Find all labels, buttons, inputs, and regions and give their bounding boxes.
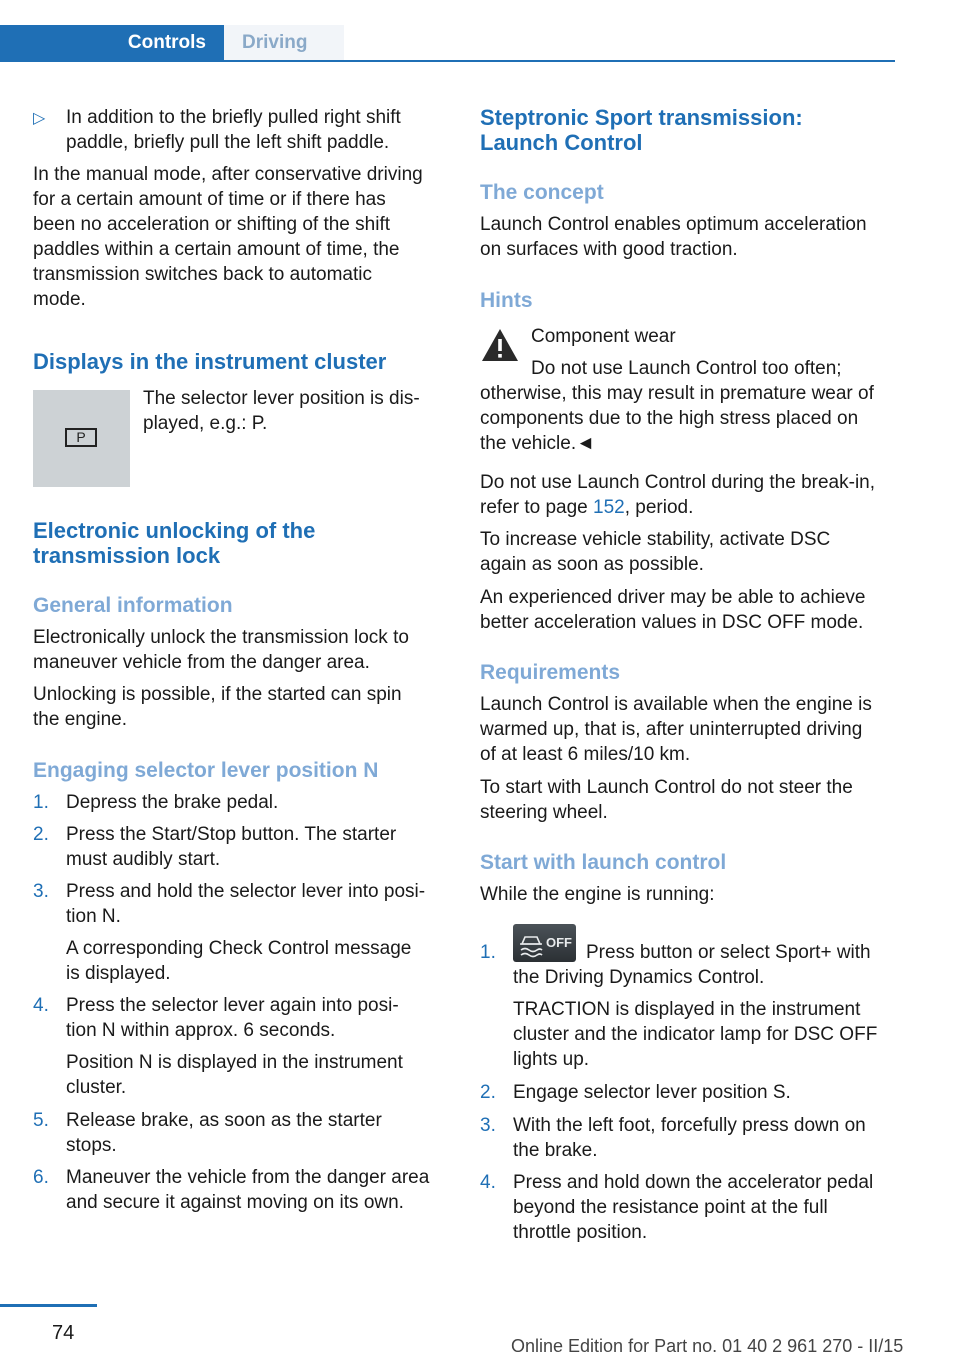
- text-line: Press the Start/Stop button. The starter: [66, 824, 397, 845]
- text-line: TRACTION is displayed in the instrument: [513, 999, 861, 1020]
- step-number: 1.: [480, 942, 496, 963]
- text-line: Maneuver the vehicle from the danger area: [66, 1167, 430, 1188]
- text-line: on surfaces with good traction.: [480, 239, 738, 260]
- stability-paragraph: [480, 527, 830, 577]
- text-line: To increase vehicle stability, activate DSC: [480, 529, 831, 550]
- text-line: transmission switches back to automatic: [33, 264, 372, 285]
- start-launch-heading: Start with launch control: [480, 851, 727, 874]
- selector-p-icon: P: [65, 428, 97, 447]
- text-line: An experienced driver may be able to achieve: [480, 587, 866, 608]
- text-line: beyond the resistance point at the full: [513, 1197, 828, 1218]
- edition-note: Online Edition for Part no. 01 40 2 961 270 - II/15: [511, 1336, 904, 1356]
- general-info-heading: General information: [33, 594, 233, 617]
- text-line: otherwise, this may result in premature wear of: [480, 383, 874, 404]
- step-number: 2.: [480, 1082, 496, 1103]
- text-line: better acceleration values in DSC OFF mode.: [480, 612, 864, 633]
- manual-mode-paragraph: [33, 162, 423, 312]
- start-paragraph: While the engine is running:: [480, 884, 715, 905]
- tab-driving[interactable]: Driving: [224, 25, 344, 60]
- dsc-off-button-icon: [513, 924, 576, 962]
- text-line: Position N is displayed in the instrument: [66, 1052, 403, 1073]
- text-line: Release brake, as soon as the starter: [66, 1110, 382, 1131]
- text-line: tion N.: [66, 906, 121, 927]
- heading-line: transmission lock: [33, 543, 221, 568]
- step-number: 5.: [33, 1110, 49, 1131]
- heading-line: Electronic unlocking of the: [33, 518, 316, 543]
- text-line: paddles within a certain amount of time, the: [33, 239, 400, 260]
- displays-heading: Displays in the instrument cluster: [33, 349, 387, 374]
- text-line: Press and hold the selector lever into posi‐: [66, 881, 426, 902]
- hints-heading: Hints: [480, 289, 533, 312]
- unlocking-heading: [33, 518, 315, 568]
- step-item: [33, 790, 445, 815]
- heading-line: Steptronic Sport transmission:: [480, 105, 803, 130]
- text-line: cluster and the indicator lamp for DSC OFF: [513, 1024, 878, 1045]
- text-line: lights up.: [513, 1049, 590, 1070]
- bullet-marker: ▷: [33, 110, 46, 127]
- header-divider: [0, 60, 895, 62]
- step-item: [33, 1165, 453, 1215]
- text-line: and secure it against moving on its own.: [66, 1192, 404, 1213]
- text-line: Do not use Launch Control during the break-in,: [480, 472, 876, 493]
- step-item: [33, 822, 445, 872]
- text-line: Press the selector lever again into posi‐: [66, 995, 399, 1016]
- step-item: [33, 1108, 445, 1158]
- footer-divider: [0, 1304, 97, 1307]
- page-number: 74: [52, 1322, 75, 1344]
- text-fragment: refer to page: [480, 497, 594, 518]
- text-line: Press button or select Sport+ with: [586, 942, 871, 963]
- bullet-item: [33, 105, 445, 155]
- step-number: 4.: [33, 995, 49, 1016]
- text-line: cluster.: [66, 1077, 127, 1098]
- text-line: Press and hold down the accelerator pedal: [513, 1172, 874, 1193]
- heading-line: Launch Control: [480, 130, 643, 155]
- text-line: the engine.: [33, 709, 128, 730]
- text-line: [480, 495, 900, 520]
- text-line: Launch Control is available when the engine is: [480, 694, 872, 715]
- step-item: [33, 993, 445, 1100]
- text-line: for a certain amount of time or if there has: [33, 189, 386, 210]
- step-number: 6.: [33, 1167, 49, 1188]
- engaging-heading: Engaging selector lever position N: [33, 759, 379, 782]
- text-line: of at least 6 miles/10 km.: [480, 744, 691, 765]
- text-line: steering wheel.: [480, 802, 608, 823]
- step-number: 3.: [33, 881, 49, 902]
- text-line: the Driving Dynamics Control.: [513, 967, 765, 988]
- text-line: Unlocking is possible, if the started can spin: [33, 684, 402, 705]
- text-line: In addition to the briefly pulled right shift: [66, 107, 401, 128]
- dsc-off-label: OFF: [546, 935, 572, 950]
- text-line: components due to the high stress placed on: [480, 408, 859, 429]
- warning-line: Do not use Launch Control too often;: [531, 358, 842, 379]
- experienced-paragraph: [480, 585, 866, 635]
- text-line: the brake.: [513, 1140, 598, 1161]
- displays-paragraph: [143, 386, 420, 436]
- step-item: [480, 1113, 900, 1163]
- text-line: A corresponding Check Control message: [66, 938, 412, 959]
- step-item: [33, 879, 445, 986]
- text-line: Engage selector lever position S.: [513, 1082, 791, 1103]
- tab-controls[interactable]: Controls: [0, 25, 224, 60]
- text-line: In the manual mode, after conservative driving: [33, 164, 423, 185]
- text-fragment: , period.: [624, 497, 694, 518]
- step-number: 2.: [33, 824, 49, 845]
- text-line: Launch Control enables optimum acceleration: [480, 214, 867, 235]
- text-line: With the left foot, forcefully press down on: [513, 1115, 866, 1136]
- tostart-paragraph: [480, 775, 853, 825]
- text-line: paddle, briefly pull the left shift paddle.: [66, 132, 390, 153]
- text-line: throttle position.: [513, 1222, 648, 1243]
- display-p-image: [33, 390, 130, 487]
- concept-heading: The concept: [480, 181, 604, 204]
- step-item: [480, 1080, 900, 1105]
- page-link[interactable]: 152: [593, 497, 625, 518]
- text-line: played, e.g.: P.: [143, 413, 268, 434]
- step-number: 4.: [480, 1172, 496, 1193]
- text-line: warmed up, that is, after uninterrupted driving: [480, 719, 863, 740]
- text-line: tion N within approx. 6 seconds.: [66, 1020, 336, 1041]
- requirements-heading: Requirements: [480, 661, 621, 684]
- warning-title: Component wear: [531, 326, 676, 347]
- general-info-paragraph: [33, 625, 409, 675]
- step-item: [480, 1170, 900, 1245]
- text-line: maneuver vehicle from the danger area.: [33, 652, 370, 673]
- text-line: again as soon as possible.: [480, 554, 704, 575]
- launch-control-heading: [480, 105, 803, 155]
- concept-paragraph: [480, 212, 867, 262]
- text-line: been no acceleration or shifting of the shift: [33, 214, 391, 235]
- requirements-paragraph: [480, 692, 872, 767]
- step-number: 1.: [33, 792, 49, 813]
- text-line: stops.: [66, 1135, 117, 1156]
- page-header: [0, 0, 895, 62]
- breakin-paragraph: [480, 470, 900, 520]
- text-line: is displayed.: [66, 963, 171, 984]
- warning-paragraph: [480, 381, 874, 456]
- text-line: To start with Launch Control do not steer the: [480, 777, 853, 798]
- text-line: The selector lever position is dis‐: [143, 388, 420, 409]
- text-line: Depress the brake pedal.: [66, 792, 279, 813]
- step-number: 3.: [480, 1115, 496, 1136]
- text-line: mode.: [33, 289, 86, 310]
- warning-icon: [480, 327, 520, 363]
- unlocking-paragraph: [33, 682, 402, 732]
- text-line: Electronically unlock the transmission lock to: [33, 627, 409, 648]
- text-line: the vehicle.◄: [480, 433, 595, 454]
- text-line: must audibly start.: [66, 849, 221, 870]
